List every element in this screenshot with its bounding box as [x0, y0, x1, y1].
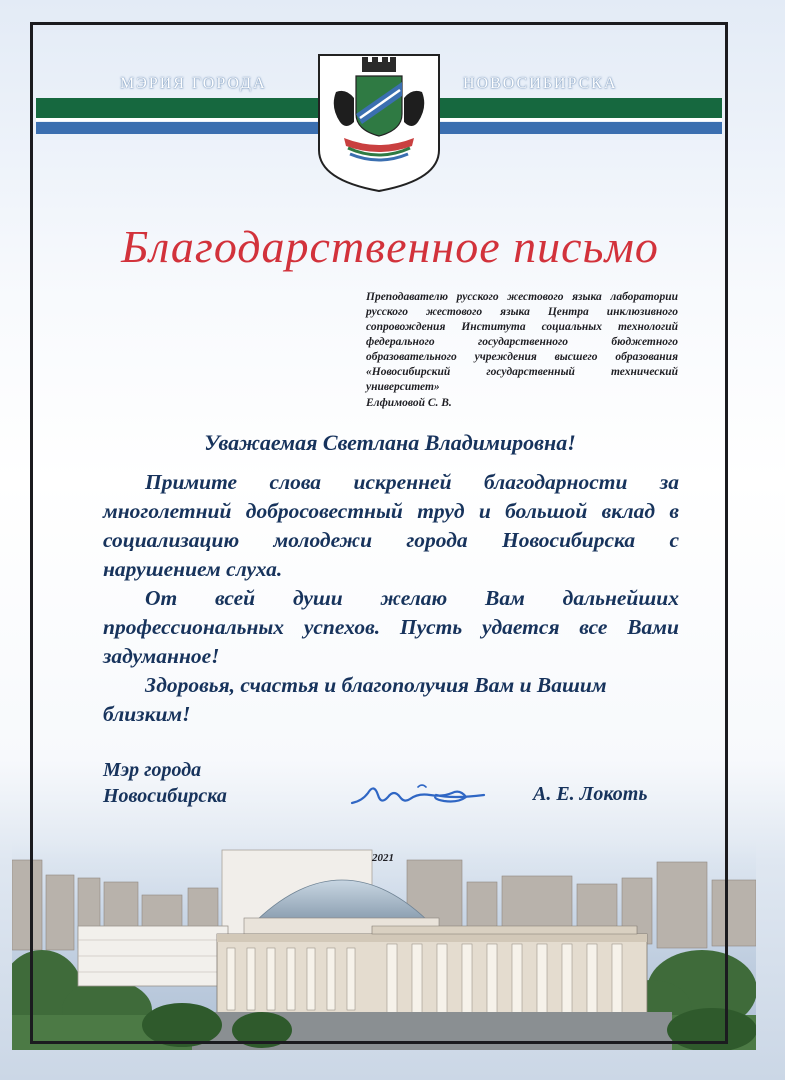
addressee-position: Преподавателю русского жестового языка лаборатории русского жестового языка Центра инклюзивного сопровождения Института социальных технологий федерального государственного бюджетного образовательного учреждения высшего образования «Новосибирский государственный технический университет» — [366, 291, 678, 393]
signatory-title-line-2: Новосибирска — [103, 785, 227, 807]
signatory-title-line-1: Мэр города — [103, 759, 202, 781]
greeting-line: Уважаемая Светлана Владимировна! — [204, 430, 576, 455]
letter-title: Благодарственное письмо — [121, 221, 659, 272]
signatory-title — [103, 757, 227, 809]
signatory-name: А. Е. Локоть — [533, 783, 648, 805]
body-paragraph: Здоровья, счастья и благополучия Вам и Вашим близким! — [103, 673, 607, 726]
recipient-name: Елфимовой С. В. — [366, 397, 452, 409]
header-city-hall-text: МЭРИЯ ГОРОДА — [120, 75, 267, 92]
letter-body — [103, 468, 679, 729]
novosibirsk-coat-of-arms-icon — [316, 52, 442, 194]
handwritten-signature-icon — [348, 775, 488, 811]
header-city-name-text: НОВОСИБИРСКА — [463, 75, 618, 92]
letter-year: 2021 — [372, 852, 394, 864]
body-paragraph: От всей души желаю Вам дальнейших профессиональных успехов. Пусть удается все Вами задуманное! — [103, 586, 679, 668]
body-paragraph: Примите слова искренней благодарности за многолетний добросовестный труд и большой вклад в социализацию молодежи города Новосибирска с нарушением слуха. — [103, 470, 679, 581]
